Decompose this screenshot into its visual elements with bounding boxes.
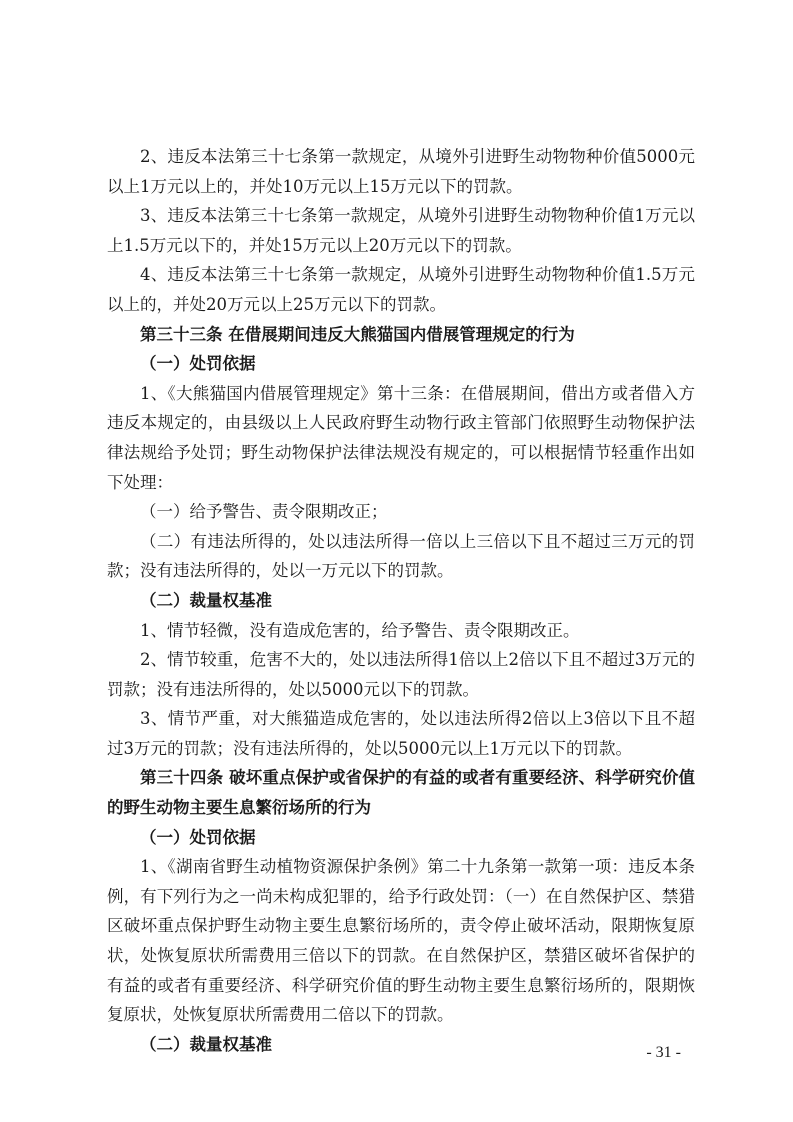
paragraph: 3、违反本法第三十七条第一款规定，从境外引进野生动物物种价值1万元以上1.5万元以下的，并处15万元以上20万元以下的罚款。: [107, 206, 695, 255]
paragraph: 2、情节较重，危害不大的，处以违法所得1倍以上2倍以下且不超过3万元的罚款；没有违法所得的，处以5000元以下的罚款。: [107, 650, 695, 699]
paragraph: 1、情节轻微，没有造成危害的，给予警告、责令限期改正。: [140, 620, 580, 640]
section-subheading: （二）裁量权基准: [140, 590, 272, 610]
paragraph: 1、《湖南省野生动植物资源保护条例》第二十九条第一款第一项：违反本条例，有下列行为之一尚未构成犯罪的，给予行政处罚：（一）在自然保护区、禁猎区破坏重点保护野生动物主要生息繁衍场所的，责令停止破坏活动，限期恢复原状，处恢复原状所需费用三倍以下的罚款。在自然保护区，禁猎区破坏省保护的有益的或者有重要经济、科学研究价值的野生动物主要生息繁衍场所的，限期恢复原状，处恢复原状所需费用二倍以下的罚款。: [107, 857, 695, 1025]
paragraph: 4、违反本法第三十七条第一款规定，从境外引进野生动物物种价值1.5万元以上的，并处20万元以上25万元以下的罚款。: [107, 265, 695, 314]
paragraph: 1、《大熊猫国内借展管理规定》第十三条：在借展期间，借出方或者借入方违反本规定的，由县级以上人民政府野生动物行政主管部门依照野生动物保护法律法规给予处罚；野生动物保护法律法规没有规定的，可以根据情节轻重作出如下处理：: [107, 383, 695, 492]
paragraph: 3、情节严重，对大熊猫造成危害的，处以违法所得2倍以上3倍以下且不超过3万元的罚款；没有违法所得的，处以5000元以上1万元以下的罚款。: [107, 709, 695, 758]
paragraph: （二）有违法所得的，处以违法所得一倍以上三倍以下且不超过三万元的罚款；没有违法所得的，处以一万元以下的罚款。: [107, 531, 695, 581]
section-subheading: （二）裁量权基准: [140, 1034, 272, 1054]
article-heading: 第三十四条 破坏重点保护或省保护的有益的或者有重要经济、科学研究价值的野生动物主要生息繁衍场所的行为: [107, 768, 695, 818]
section-subheading: （一）处罚依据: [140, 354, 256, 374]
document-body: [107, 142, 695, 1059]
paragraph: 2、违反本法第三十七条第一款规定，从境外引进野生动物物种价值5000元以上1万元以上的，并处10万元以上15万元以下的罚款。: [107, 147, 695, 196]
article-heading: 第三十三条 在借展期间违反大熊猫国内借展管理规定的行为: [140, 324, 575, 344]
paragraph: （一）给予警告、责令限期改正；: [140, 502, 388, 522]
page-number: - 31 -: [646, 1044, 681, 1061]
section-subheading: （一）处罚依据: [140, 827, 256, 847]
